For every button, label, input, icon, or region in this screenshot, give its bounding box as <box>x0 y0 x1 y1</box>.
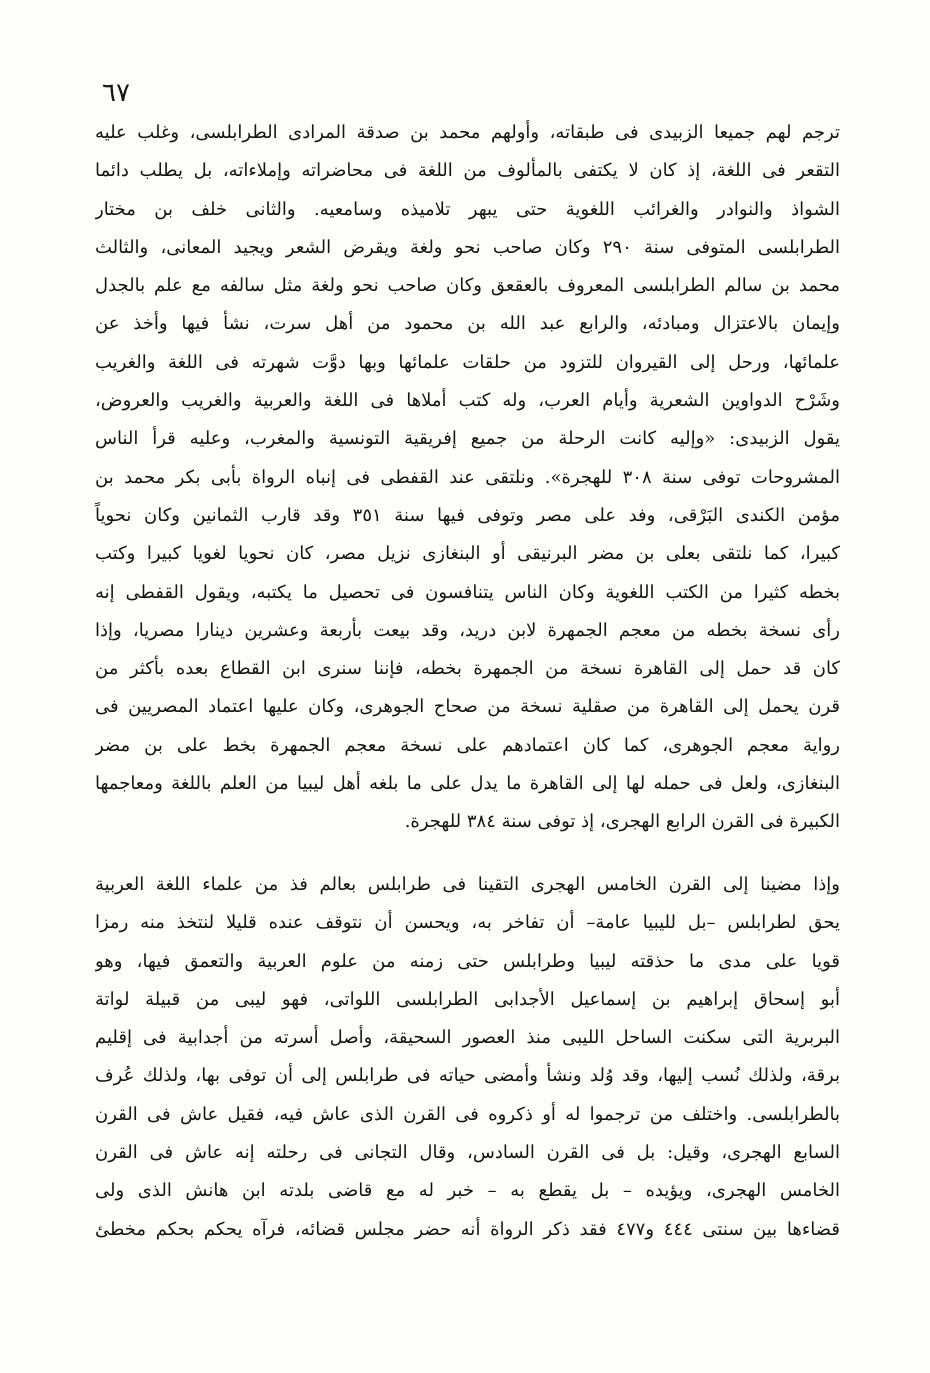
text-line: التقعر فى اللغة، إذ كان لا يكتفى بالمألوف من اللغة فى محاضراته وإملاءاته، بل يطلب دائما <box>95 160 840 182</box>
text-line: المشروحات توفى سنة ٣٠٨ للهجرة». ونلتقى عند القفطى فى إنباه الرواة بأبى بكر محمد بن <box>95 466 840 488</box>
text-line: برقة، ولذلك نُسب إليها، وقد وُلد ونشأ وأمضى حياته فى طرابلس إلى أن توفى بها، ولذلك عُرف <box>95 1065 840 1087</box>
text-line: مؤمن الكندى البَرْقى، وفد على مصر وتوفى فيها سنة ٣٥١ وقد قارب الثمانين وكان نحوياً <box>95 504 840 526</box>
text-line: كبيرا، كما نلتقى بعلى بن مضر البرنيقى أو البنغازى نزيل مصر، كان نحويا لغويا كبيرا وكتب <box>95 543 840 565</box>
text-line: بالطرابلسى. واختلف من ترجموا له أو ذكروه فى القرن الذى عاش فيه، فقيل عاش فى القرن <box>95 1103 840 1125</box>
text-line: علمائها، ورحل إلى القيروان للتزود من حلقات علمائها وبها دوَّت شهرته فى اللغة والغريب <box>95 351 840 373</box>
text-line: الكبيرة فى القرن الرابع الهجرى، إذ توفى سنة ٣٨٤ للهجرة. <box>404 811 840 833</box>
text-line: ترجم لهم جميعا الزبيدى فى طبقاته، وأولهم محمد بن صدقة المرادى الطرابلسى، وغلب عليه <box>95 122 840 143</box>
text-line: وشَرْح الدواوين الشعرية وأيام العرب، وله كتب أملاها فى اللغة والعربية والغريب والعروض، <box>95 390 840 412</box>
text-line: قرن يحمل إلى القاهرة من صقلية نسخة من صحاح الجوهرى، وكان عليها اعتماد المصريين فى <box>95 696 840 718</box>
page-number: ٦٧ <box>102 78 130 108</box>
text-line: بخطه كثيرا من الكتب اللغوية وكان الناس يتنافسون فى تحصيل ما يكتبه، ويقول القفطى إنه <box>95 581 840 603</box>
text-line: البربرية التى سكنت الساحل الليبى منذ العصور السحيقة، وأصل أسرته من أجدابية فى إقليم <box>95 1027 840 1049</box>
text-line: قويا على مدى ما حذقته ليبيا وطرابلس حتى زمنه من علوم العربية والتعمق فيها، وهو <box>95 950 840 972</box>
text-line: رواية معجم الجوهرى، كما كان اعتمادهم على نسخة معجم الجمهرة بخط على بن مضر <box>95 734 840 756</box>
text-line: السابع الهجرى، وقيل: بل فى القرن السادس، وقال التجانى فى رحلته إنه عاش فى القرن <box>95 1142 840 1164</box>
text-line: قضاءها بين سنتى ٤٤٤ و٤٧٧ فقد ذكر الرواة أنه حضر مجلس قضائه، فرآه يحكم بحكم مخطئ <box>95 1218 840 1240</box>
paragraph-2 <box>95 866 840 1249</box>
text-line: الطرابلسى المتوفى سنة ٢٩٠ وكان صاحب نحو ولغة ويقرض الشعر ويجيد المعانى، والثالث <box>95 236 840 258</box>
text-line: البنغازى، ولعل فى حمله لها إلى القاهرة ما يدل على ما بلغه أهل ليبيا من العلم باللغة ومعاجمها <box>95 773 840 795</box>
text-line: وإذا مضينا إلى القرن الخامس الهجرى التقينا فى طرابلس بعالم فذ من علماء اللغة العربية <box>95 874 840 895</box>
text-line: يحق لطرابلس –بل لليبيا عامة– أن تفاخر به، ويحسن أن نتوقف عنده قليلا لنتخذ منه رمزا <box>95 912 840 934</box>
paragraph-1 <box>95 114 840 842</box>
text-line: وإيمان بالاعتزال ومبادئه، والرابع عبد الله بن محمود من أهل سرت، نشأ فيها وأخذ عن <box>95 313 840 335</box>
text-line: الخامس الهجرى، ويؤيده – بل يقطع به – خبر له مع قاضى بلدته ابن هانش الذى ولى <box>95 1180 840 1202</box>
text-line: كان قد حمل إلى القاهرة نسخة من الجمهرة بخطه، فإننا سنرى ابن القطاع بعده بأكثر من <box>95 658 840 680</box>
text-line: أبو إسحاق إبراهيم بن إسماعيل الأجدابى الطرابلسى اللواتى، فهو ليبى من قبيلة لواتة <box>95 988 840 1010</box>
text-line: محمد بن سالم الطرابلسى المعروف بالعقعق وكان صاحب نحو ولغة مثل سالفه مع علم بالجدل <box>95 275 840 297</box>
text-line: يقول الزبيدى: «وإليه كانت الرحلة من جميع إفريقية التونسية والمغرب، وعليه قرأ الناس <box>95 428 840 450</box>
text-line: الشواذ والنوادر والغرائب اللغوية حتى يبهر تلاميذه وسامعيه. والثانى خلف بن مختار <box>95 198 840 220</box>
text-line: رأى نسخة بخطه من معجم الجمهرة لابن دريد، وقد بيعت بأربعة وعشرين دينارا مصريا، وإذا <box>95 619 840 641</box>
